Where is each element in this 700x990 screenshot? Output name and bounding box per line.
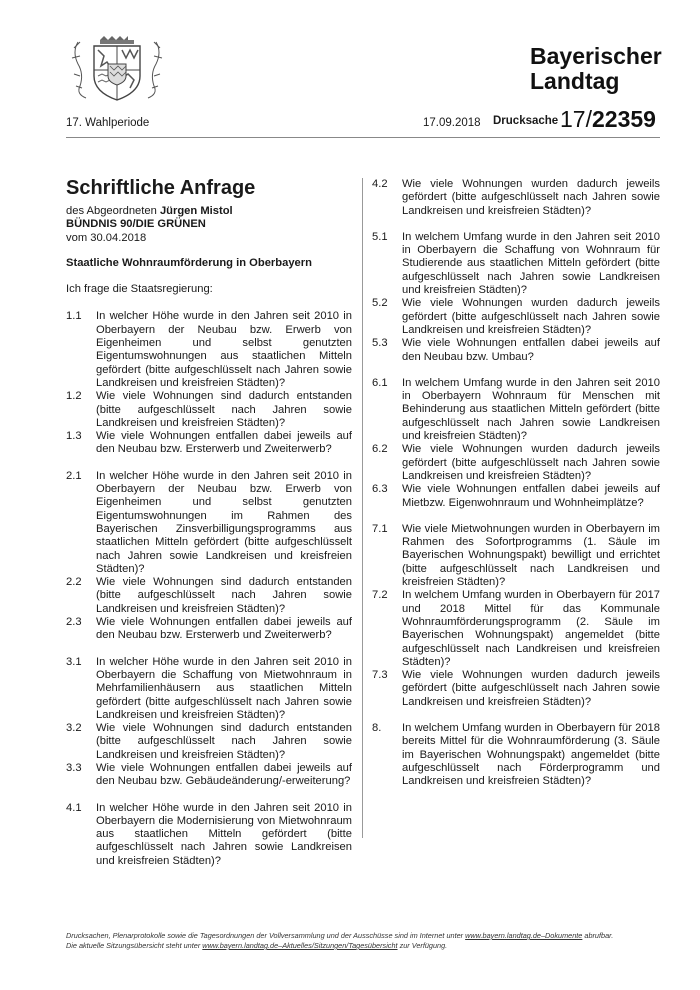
drucksache-id: 22359 bbox=[591, 106, 656, 132]
party-name: BÜNDNIS 90/DIE GRÜNEN bbox=[66, 218, 206, 231]
column-divider bbox=[362, 178, 363, 838]
question-number: 2.3 bbox=[66, 616, 82, 629]
footer-line-1 bbox=[66, 931, 666, 941]
question-item bbox=[66, 802, 352, 868]
document-title: Schriftliche Anfrage bbox=[66, 177, 256, 199]
question-text: In welcher Höhe wurde in den Jahren seit 2010 in Oberbayern die Modernisierung von Mietwohnraum aus staatlichen Mitteln gefördert (bitte aufgeschlüsselt nach Jahren sowie Landkreisen und kreisfreien Städten)? bbox=[96, 801, 352, 867]
right-column bbox=[372, 178, 660, 788]
question-text: Wie viele Wohnungen sind dadurch entstanden (bitte aufgeschlüsselt nach Jahren sowie Landkreisen und kreisfreien Städten)? bbox=[96, 576, 352, 615]
question-text: Wie viele Wohnungen entfallen dabei jeweils auf den Neubau bzw. Ersterwerb und Zweiterwerb? bbox=[96, 430, 352, 456]
question-text: In welcher Höhe wurde in den Jahren seit 2010 in Oberbayern die Schaffung von Mietwohnraum in Mehrfamilienhäusern aus staatlichen Mitteln gefördert (bitte aufgeschlüsselt nach Jahren sowie Landkreisen und kreisfreien Städten)? bbox=[96, 655, 352, 721]
question-item bbox=[66, 470, 352, 576]
sessions-link[interactable]: www.bayern.landtag.de–Aktuelles/Sitzungen/Tagesübersicht bbox=[202, 941, 398, 950]
question-text: In welcher Höhe wurde in den Jahren seit 2010 in Oberbayern der Neubau bzw. Erwerb von Eigenheimen und selbst genutzten Eigentumswohnungen aus staatlichen Mitteln gefördert (bitte aufgeschlüsselt nach Jahren sowie Landkreisen und kreisfreien Städten)? bbox=[96, 310, 352, 389]
brand-line-1: Bayerischer bbox=[530, 43, 662, 69]
question-number: 1.1 bbox=[66, 310, 82, 323]
question-text: Wie viele Wohnungen sind dadurch entstanden (bitte aufgeschlüsselt nach Jahren sowie Landkreisen und kreisfreien Städten)? bbox=[96, 390, 352, 429]
question-item bbox=[372, 443, 660, 483]
question-number: 7.2 bbox=[372, 589, 388, 602]
footer-text: Die aktuelle Sitzungsübersicht steht unter bbox=[66, 941, 203, 950]
question-item bbox=[372, 178, 660, 218]
question-number: 7.1 bbox=[372, 522, 388, 535]
question-item bbox=[372, 589, 660, 669]
question-text: Wie viele Wohnungen sind dadurch entstanden (bitte aufgeschlüsselt nach Jahren sowie Landkreisen und kreisfreien Städten)? bbox=[96, 722, 352, 761]
author-name: Jürgen Mistol bbox=[159, 205, 233, 217]
footer-line-2 bbox=[66, 941, 666, 951]
header-divider bbox=[66, 137, 660, 138]
question-number: 4.1 bbox=[66, 801, 82, 814]
question-number: 2.1 bbox=[66, 469, 82, 482]
question-item bbox=[66, 722, 352, 762]
question-number: 6.2 bbox=[372, 443, 388, 456]
party bbox=[66, 218, 352, 231]
intro-text: Ich frage die Staatsregierung: bbox=[66, 283, 213, 296]
question-item bbox=[372, 231, 660, 297]
question-number: 6.3 bbox=[372, 483, 388, 496]
question-text: In welcher Höhe wurde in den Jahren seit 2010 in Oberbayern der Neubau bzw. Erwerb von Eigenheimen und selbst genutzten Eigentumswohnungen im Rahmen des Bayerischen Zinsverbilligungsprogramms aus staatlichen Mitteln gefördert (bitte aufgeschlüsselt nach Jahren sowie Landkreisen und kreisfreien Städten)? bbox=[96, 469, 352, 575]
question-text: Wie viele Wohnungen wurden dadurch jeweils gefördert (bitte aufgeschlüsselt nach Jahren sowie Landkreisen und kreisfreien Städten)? bbox=[402, 297, 660, 336]
question-item bbox=[372, 722, 660, 788]
question-item bbox=[372, 377, 660, 443]
question-number: 4.2 bbox=[372, 178, 388, 190]
footer-text: Drucksachen, Plenarprotokolle sowie die Tagesordnungen der Vollversammlung und der Ausschüsse sind im Internet unter bbox=[66, 931, 466, 940]
footer-note bbox=[66, 931, 666, 951]
question-text: Wie viele Mietwohnungen wurden in Oberbayern im Rahmen des Sofortprogramms (1. Säule im Bayerischen Wohnungspakt) bewilligt und errichtet (bitte aufgeschlüsselt nach Landkreisen und kreisfreien Städten)? bbox=[402, 522, 660, 589]
question-number: 5.1 bbox=[372, 230, 388, 243]
footer-text: abrufbar. bbox=[582, 931, 614, 940]
question-item bbox=[66, 762, 352, 789]
question-number: 3.2 bbox=[66, 722, 82, 735]
question-item bbox=[66, 576, 352, 616]
question-item bbox=[372, 337, 660, 364]
question-text: Wie viele Wohnungen wurden dadurch jeweils gefördert (bitte aufgeschlüsselt nach Jahren sowie Landkreisen und kreisfreien Städten)? bbox=[402, 669, 660, 708]
question-number: 2.2 bbox=[66, 576, 82, 589]
question-text: In welchem Umfang wurde in den Jahren seit 2010 in Oberbayern Wohnraum für Menschen mit Behinderung aus staatlichen Mitteln gefördert (bitte aufgeschlüsselt nach Jahren sowie Landkreisen und kreisfreien Städten)? bbox=[402, 376, 660, 443]
question-number: 6.1 bbox=[372, 376, 388, 389]
question-text: Wie viele Wohnungen wurden dadurch jeweils gefördert (bitte aufgeschlüsselt nach Jahren sowie Landkreisen und kreisfreien Städten)? bbox=[402, 178, 660, 217]
question-text: Wie viele Wohnungen entfallen dabei jeweils auf den Neubau bzw. Umbau? bbox=[402, 337, 660, 363]
question-item bbox=[372, 523, 660, 589]
question-number: 5.2 bbox=[372, 297, 388, 310]
question-number: 1.3 bbox=[66, 430, 82, 443]
question-number: 1.2 bbox=[66, 390, 82, 403]
submitted-date: vom 30.04.2018 bbox=[66, 231, 147, 244]
bavarian-coat-of-arms-icon bbox=[68, 34, 166, 104]
question-text: Wie viele Wohnungen wurden dadurch jeweils gefördert (bitte aufgeschlüsselt nach Jahren sowie Landkreisen und kreisfreien Städten)? bbox=[402, 443, 660, 482]
question-item bbox=[66, 430, 352, 457]
question-text: Wie viele Wohnungen entfallen dabei jeweils auf Mietbzw. Eigenwohnraum und Wohnheimplätze? bbox=[402, 483, 660, 509]
footer-text: zur Verfügung. bbox=[397, 941, 448, 950]
document-subject: Staatliche Wohnraumförderung in Oberbayern bbox=[66, 256, 312, 269]
question-number: 3.3 bbox=[66, 761, 82, 774]
question-item bbox=[66, 390, 352, 430]
author-prefix: des Abgeordneten bbox=[66, 205, 160, 217]
brand-line-2: Landtag bbox=[530, 68, 620, 94]
drucksache-label: Drucksache bbox=[493, 115, 559, 127]
legislative-period: 17. Wahlperiode bbox=[66, 117, 150, 129]
question-text: Wie viele Wohnungen entfallen dabei jeweils auf den Neubau bzw. Gebäudeänderung/-erweiterung? bbox=[96, 761, 352, 788]
brand-name bbox=[530, 44, 662, 94]
question-number: 3.1 bbox=[66, 655, 82, 668]
question-item bbox=[66, 310, 352, 390]
question-number: 8. bbox=[372, 721, 382, 734]
question-text: In welchem Umfang wurde in den Jahren seit 2010 in Oberbayern die Schaffung von Wohnraum für Studierende aus staatlichen Mitteln gefördert (bitte aufgeschlüsselt nach Jahren sowie Landkreisen und kreisfreien Städten)? bbox=[402, 230, 660, 297]
drucksache-prefix: 17/ bbox=[560, 106, 592, 132]
question-item bbox=[372, 297, 660, 337]
question-item bbox=[66, 656, 352, 722]
question-number: 5.3 bbox=[372, 337, 388, 350]
question-text: Wie viele Wohnungen entfallen dabei jeweils auf den Neubau bzw. Ersterwerb und Zweiterwerb? bbox=[96, 616, 352, 642]
drucksache-number bbox=[560, 106, 656, 133]
documents-link[interactable]: www.bayern.landtag.de–Dokumente bbox=[465, 931, 583, 940]
question-item bbox=[372, 669, 660, 709]
left-column bbox=[66, 177, 352, 868]
question-item bbox=[372, 483, 660, 510]
author-line bbox=[66, 205, 352, 218]
question-text: In welchem Umfang wurden in Oberbayern für 2018 bereits Mittel für die Wohnraumförderung (3. Säule im Bayerischen Wohnungspakt) angemeldet (bitte aufgeschlüsselt nach Förderprogramm und Landkreisen und kreisfreien Städten)? bbox=[402, 721, 660, 788]
question-text: In welchem Umfang wurden in Oberbayern für 2017 und 2018 Mittel für das Kommunale Wohnraumförderungsprogramm (2. Säule im Bayerischen Wohnungspakt) angemeldet (bitte aufgeschlüsselt nach Landkreisen und kreisfreien Städten)? bbox=[402, 589, 660, 668]
document-date: 17.09.2018 bbox=[423, 117, 481, 129]
question-number: 7.3 bbox=[372, 669, 388, 682]
question-item bbox=[66, 616, 352, 643]
